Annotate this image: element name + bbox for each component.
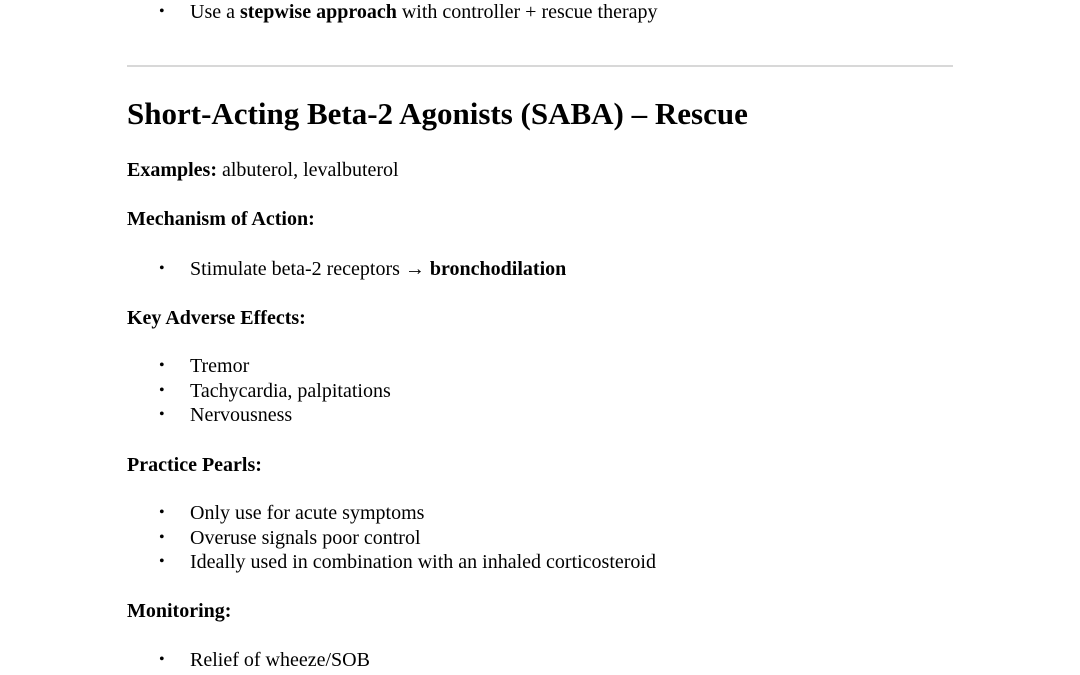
text-fragment: with controller + rescue therapy: [396, 1, 658, 23]
bullet-marker: •: [159, 357, 165, 374]
pearls-label: [127, 453, 262, 477]
text-fragment: Stimulate beta-2 receptors →: [190, 258, 430, 280]
list-item-text: Ideally used in combination with an inhaled corticosteroid: [190, 551, 656, 573]
pearls-label-text: Practice Pearls:: [127, 454, 262, 476]
bullet-marker: •: [159, 3, 165, 20]
bullet-marker: •: [159, 406, 165, 423]
monitoring-label-text: Monitoring:: [127, 600, 232, 622]
list-item-text: Overuse signals poor control: [190, 527, 421, 549]
list-item-text: [190, 257, 566, 281]
moa-label-text: Mechanism of Action:: [127, 208, 315, 230]
list-item-text: Tremor: [190, 355, 250, 377]
bullet-marker: •: [159, 504, 165, 521]
list-item-text: Relief of wheeze/SOB: [190, 649, 370, 671]
moa-label: [127, 207, 315, 231]
bullet-marker: •: [159, 529, 165, 546]
bullet-marker: •: [159, 260, 165, 277]
text-fragment: Use a: [190, 1, 240, 23]
examples-text: albuterol, levalbuterol: [217, 159, 399, 181]
list-item-text: [190, 0, 657, 24]
list-item-text: Nervousness: [190, 404, 293, 426]
bullet-marker: •: [159, 382, 165, 399]
adverse-label-text: Key Adverse Effects:: [127, 307, 306, 329]
adverse-label: [127, 306, 306, 330]
monitoring-label: [127, 599, 231, 623]
list-item-text: Only use for acute symptoms: [190, 502, 425, 524]
examples-line: [127, 158, 399, 182]
section-heading: Short-Acting Beta-2 Agonists (SABA) – Rescue: [127, 96, 748, 131]
bullet-marker: •: [159, 553, 165, 570]
bold-text: stepwise approach: [239, 1, 397, 23]
bullet-marker: •: [159, 651, 165, 668]
list-item-text: Tachycardia, palpitations: [190, 380, 391, 402]
bold-text: bronchodilation: [429, 258, 567, 280]
examples-label: Examples:: [127, 159, 217, 181]
section-divider: [127, 65, 953, 67]
